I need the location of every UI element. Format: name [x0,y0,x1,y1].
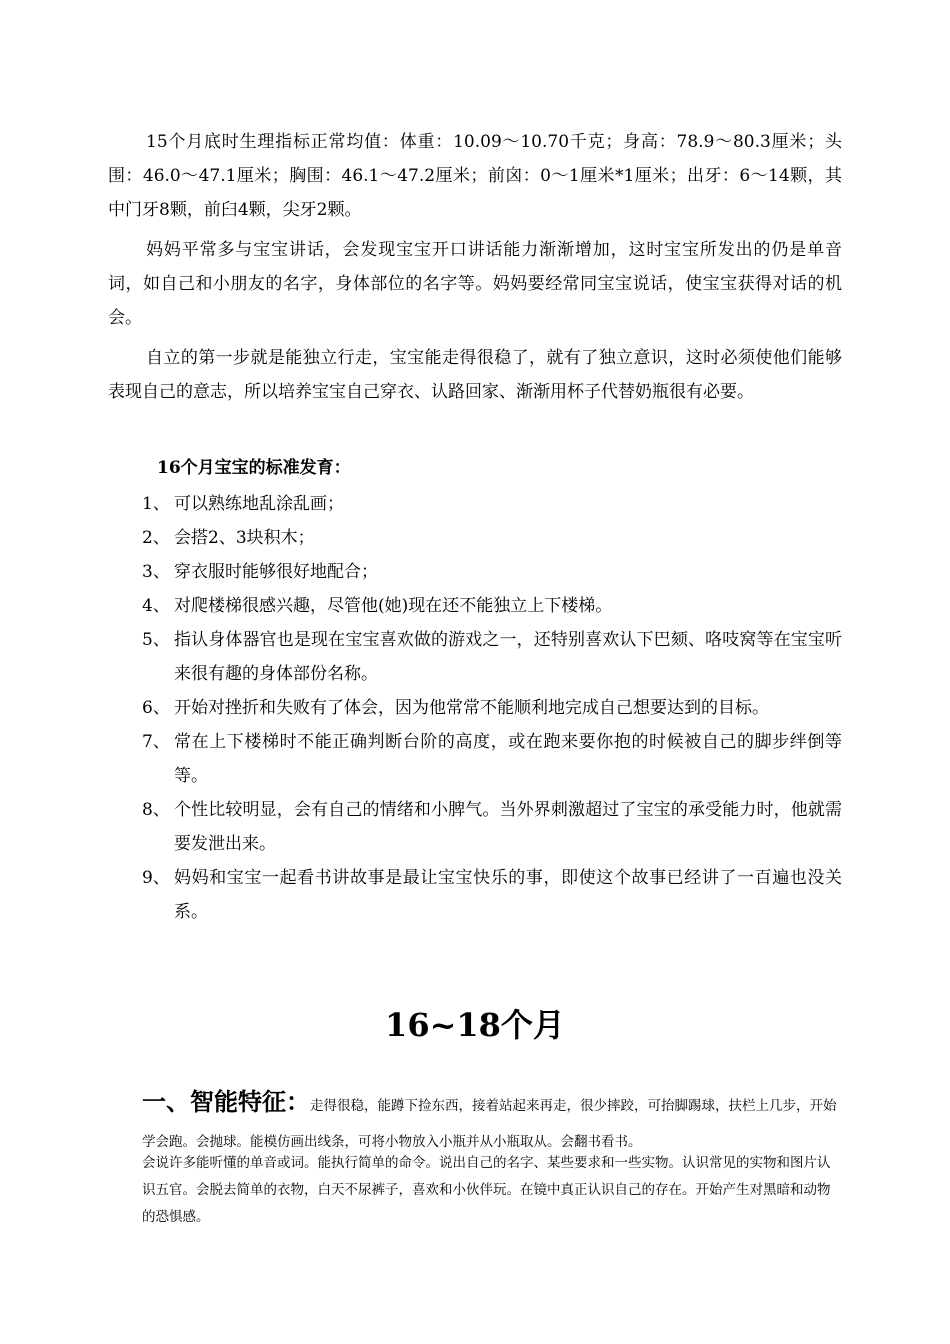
list-item [142,691,842,725]
paragraph-language: 妈妈平常多与宝宝讲话，会发现宝宝开口讲话能力渐渐增加，这时宝宝所发出的仍是单音词，如自己和小朋友的名字，身体部位的名字等。妈妈要经常同宝宝说话，使宝宝获得对话的机会。 [108,240,842,328]
list-item-number: 9、 [142,868,170,888]
list-item-text: 个性比较明显，会有自己的情绪和小脾气。当外界刺激超过了宝宝的承受能力时，他就需要发泄出来。 [174,800,842,854]
section-title: 16~18个月 [385,1006,565,1044]
development-heading: 16个月宝宝的标准发育： [157,458,351,478]
list-item-number: 1、 [142,494,170,514]
list-item-number: 2、 [142,528,170,548]
intelligence-heading: 一、智能特征： [142,1087,310,1116]
list-item [142,487,842,521]
list-item-number: 4、 [142,596,170,616]
list-item [142,555,842,589]
list-item [142,521,842,555]
list-item-text: 会搭2、3块积木； [174,528,315,548]
intelligence-lead-text: 走得很稳，能蹲下捡东西，接着站起来再走，很少摔跤，可抬脚踢球，扶栏上几步，开始学会跑。会抛球。能模仿画出线条，可将小物放入小瓶并从小瓶取从。会翻书看书。 [142,1098,837,1150]
list-item [142,793,842,861]
list-item-number: 6、 [142,698,170,718]
list-item-text: 穿衣服时能够很好地配合； [174,562,378,582]
list-item-text: 指认身体器官也是现在宝宝喜欢做的游戏之一，还特别喜欢认下巴颏、咯吱窝等在宝宝听来很有趣的身体部份名称。 [174,630,842,684]
list-item [142,725,842,793]
list-item-text: 开始对挫折和失败有了体会，因为他常常不能顺利地完成自己想要达到的目标。 [174,698,769,718]
intelligence-lead-paragraph [142,1084,842,1160]
intelligence-paragraph: 会说许多能听懂的单音或词。能执行简单的命令。说出自己的名字、某些要求和一些实物。认识常见的实物和图片认识五官。会脱去简单的衣物，白天不尿裤子，喜欢和小伙伴玩。在镜中真正认识自己的存在。开始产生对黑暗和动物的恐惧感。 [142,1155,831,1225]
list-item [142,589,842,623]
development-list [142,487,842,929]
paragraph-growth-indicators: 15个月底时生理指标正常均值：体重：10.09～10.70千克；身高：78.9～80.3厘米；头围：46.0～47.1厘米；胸围：46.1～47.2厘米；前囟：0～1厘米*1厘米；出牙：6～14颗，其中门牙8颗，前臼4颗，尖牙2颗。 [108,132,842,220]
list-item-text: 可以熟练地乱涂乱画； [174,494,344,514]
list-item-number: 8、 [142,800,170,820]
list-item [142,623,842,691]
list-item-number: 5、 [142,630,170,650]
list-item-text: 常在上下楼梯时不能正确判断台阶的高度，或在跑来要你抱的时候被自己的脚步绊倒等等。 [174,732,842,786]
list-item-text: 妈妈和宝宝一起看书讲故事是最让宝宝快乐的事，即使这个故事已经讲了一百遍也没关系。 [174,868,842,922]
list-item [142,861,842,929]
paragraph-independence: 自立的第一步就是能独立行走，宝宝能走得很稳了，就有了独立意识，这时必须使他们能够表现自己的意志，所以培养宝宝自己穿衣、认路回家、渐渐用杯子代替奶瓶很有必要。 [108,348,842,402]
list-item-number: 3、 [142,562,170,582]
list-item-number: 7、 [142,732,170,752]
list-item-text: 对爬楼梯很感兴趣，尽管他(她)现在还不能独立上下楼梯。 [174,596,613,616]
